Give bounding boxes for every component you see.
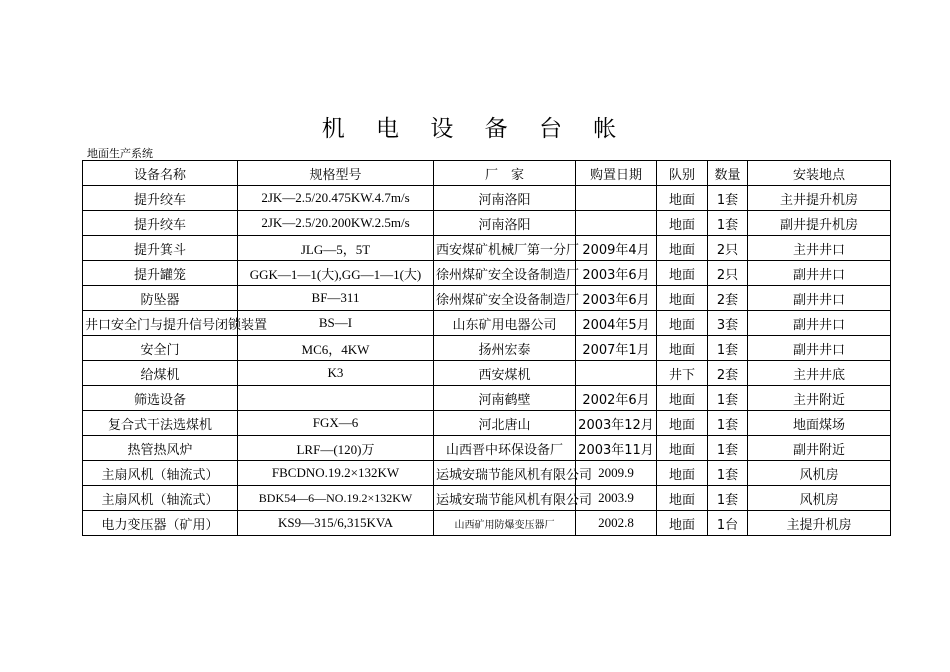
cell-date (576, 211, 657, 236)
cell-model: JLG—5，5T (238, 236, 434, 261)
cell-date (576, 186, 657, 211)
equipment-ledger-table (82, 160, 891, 536)
cell-maker: 河北唐山 (434, 411, 576, 436)
cell-model: 2JK—2.5/20.200KW.2.5m/s (238, 211, 434, 236)
document-title: 机 电 设 备 台 帐 (321, 116, 629, 142)
table-row (83, 336, 891, 361)
cell-location: 主井井口 (748, 236, 891, 261)
cell-location: 副井井口 (748, 286, 891, 311)
cell-maker: 运城安瑞节能风机有限公司 (434, 461, 576, 486)
cell-team: 地面 (657, 411, 708, 436)
cell-qty: 1套 (708, 436, 748, 461)
table-row (83, 436, 891, 461)
cell-team: 地面 (657, 236, 708, 261)
cell-name: 主扇风机（轴流式） (83, 486, 238, 511)
cell-date: 2009年4月 (576, 236, 657, 261)
table-row (83, 461, 891, 486)
cell-team: 地面 (657, 436, 708, 461)
header-location: 安装地点 (748, 161, 891, 186)
cell-qty: 3套 (708, 311, 748, 336)
cell-team: 地面 (657, 186, 708, 211)
cell-qty: 1套 (708, 386, 748, 411)
cell-qty: 1套 (708, 486, 748, 511)
cell-maker: 西安煤机 (434, 361, 576, 386)
cell-date: 2009.9 (576, 461, 657, 486)
cell-maker: 徐州煤矿安全设备制造厂 (434, 261, 576, 286)
table-row (83, 361, 891, 386)
header-quantity: 数量 (708, 161, 748, 186)
cell-name: 复合式干法选煤机 (83, 411, 238, 436)
cell-model: KS9—315/6,315KVA (238, 511, 434, 536)
cell-team: 地面 (657, 286, 708, 311)
cell-date: 2003年6月 (576, 286, 657, 311)
cell-model: GGK—1—1(大),GG—1—1(大) (238, 261, 434, 286)
cell-model: FGX—6 (238, 411, 434, 436)
cell-date: 2004年5月 (576, 311, 657, 336)
cell-model: 2JK—2.5/20.475KW.4.7m/s (238, 186, 434, 211)
cell-maker: 扬州宏泰 (434, 336, 576, 361)
header-manufacturer: 厂 家 (434, 161, 576, 186)
cell-name: 筛选设备 (83, 386, 238, 411)
cell-location: 副井井口 (748, 261, 891, 286)
cell-model: BDK54—6—NO.19.2×132KW (238, 486, 434, 511)
cell-maker: 山西矿用防爆变压器厂 (434, 511, 576, 536)
table-row (83, 236, 891, 261)
header-equipment-name: 设备名称 (83, 161, 238, 186)
cell-maker: 西安煤矿机械厂第一分厂 (434, 236, 576, 261)
header-team: 队别 (657, 161, 708, 186)
cell-date: 2003年12月 (576, 411, 657, 436)
cell-name: 提升绞车 (83, 211, 238, 236)
cell-name: 热管热风炉 (83, 436, 238, 461)
table-row (83, 286, 891, 311)
table-row (83, 311, 891, 336)
cell-date: 2003年6月 (576, 261, 657, 286)
cell-team: 地面 (657, 461, 708, 486)
cell-location: 风机房 (748, 461, 891, 486)
cell-location: 地面煤场 (748, 411, 891, 436)
cell-name: 主扇风机（轴流式） (83, 461, 238, 486)
cell-maker: 运城安瑞节能风机有限公司 (434, 486, 576, 511)
cell-team: 地面 (657, 336, 708, 361)
cell-date: 2002.8 (576, 511, 657, 536)
section-label: 地面生产系统 (87, 147, 153, 160)
cell-maker: 山西晋中环保设备厂 (434, 436, 576, 461)
cell-maker: 山东矿用电器公司 (434, 311, 576, 336)
header-model: 规格型号 (238, 161, 434, 186)
cell-model: LRF—(120)万 (238, 436, 434, 461)
cell-name: 电力变压器（矿用） (83, 511, 238, 536)
cell-model (238, 386, 434, 411)
cell-location: 主井附近 (748, 386, 891, 411)
cell-location: 副井附近 (748, 436, 891, 461)
cell-model: MC6，4KW (238, 336, 434, 361)
cell-team: 地面 (657, 511, 708, 536)
cell-qty: 2套 (708, 361, 748, 386)
cell-qty: 1套 (708, 211, 748, 236)
cell-model: K3 (238, 361, 434, 386)
table-row (83, 511, 891, 536)
cell-date: 2007年1月 (576, 336, 657, 361)
cell-location: 主井提升机房 (748, 186, 891, 211)
cell-name: 给煤机 (83, 361, 238, 386)
cell-name: 井口安全门与提升信号闭锁装置 (83, 311, 238, 336)
cell-team: 地面 (657, 211, 708, 236)
cell-qty: 2只 (708, 236, 748, 261)
cell-name: 防坠器 (83, 286, 238, 311)
cell-model: BF—311 (238, 286, 434, 311)
cell-date: 2003.9 (576, 486, 657, 511)
cell-qty: 2套 (708, 286, 748, 311)
cell-date (576, 361, 657, 386)
header-purchase-date: 购置日期 (576, 161, 657, 186)
cell-maker: 河南鹤壁 (434, 386, 576, 411)
cell-team: 井下 (657, 361, 708, 386)
cell-name: 安全门 (83, 336, 238, 361)
cell-location: 副井提升机房 (748, 211, 891, 236)
cell-name: 提升箕斗 (83, 236, 238, 261)
table-row (83, 261, 891, 286)
cell-location: 风机房 (748, 486, 891, 511)
cell-name: 提升罐笼 (83, 261, 238, 286)
cell-name: 提升绞车 (83, 186, 238, 211)
cell-location: 主提升机房 (748, 511, 891, 536)
cell-location: 副井井口 (748, 311, 891, 336)
cell-qty: 2只 (708, 261, 748, 286)
table-row (83, 411, 891, 436)
cell-maker: 河南洛阳 (434, 186, 576, 211)
cell-qty: 1套 (708, 336, 748, 361)
cell-model: BS—I (238, 311, 434, 336)
cell-date: 2003年11月 (576, 436, 657, 461)
cell-team: 地面 (657, 486, 708, 511)
cell-qty: 1套 (708, 411, 748, 436)
cell-team: 地面 (657, 261, 708, 286)
table-row (83, 486, 891, 511)
header-row (83, 161, 891, 186)
cell-location: 副井井口 (748, 336, 891, 361)
cell-qty: 1套 (708, 186, 748, 211)
cell-team: 地面 (657, 386, 708, 411)
cell-team: 地面 (657, 311, 708, 336)
cell-maker: 河南洛阳 (434, 211, 576, 236)
table-row (83, 186, 891, 211)
cell-location: 主井井底 (748, 361, 891, 386)
table-row (83, 386, 891, 411)
cell-model: FBCDNO.19.2×132KW (238, 461, 434, 486)
cell-date: 2002年6月 (576, 386, 657, 411)
cell-qty: 1台 (708, 511, 748, 536)
cell-qty: 1套 (708, 461, 748, 486)
cell-maker: 徐州煤矿安全设备制造厂 (434, 286, 576, 311)
table-row (83, 211, 891, 236)
